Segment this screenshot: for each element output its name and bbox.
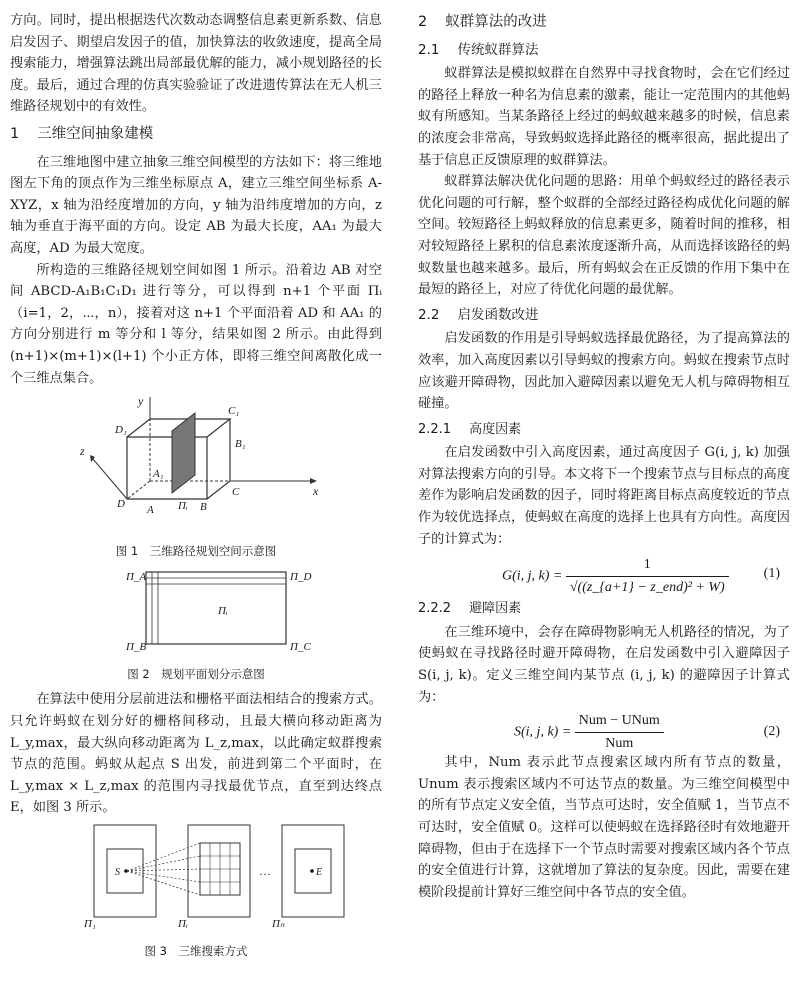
section-1-paragraph-1: 在三维地图中建立抽象三维空间模型的方法如下：将三维地图左下角的顶点作为三维坐标原点 A，建立三维空间坐标系 A-XYZ，x 轴为沿经度增加的方向，y 轴为沿纬度增加的方向，z 轴为垂直于海平面的方向。设定 AB 为最大长度，AA₁ 为最大高度，AD 为最大宽度。	[10, 154, 382, 256]
section-number: 2.2.1	[418, 421, 452, 437]
figure-1-caption: 图 1 三维路径规划空间示意图	[115, 543, 277, 558]
label-pi-i: Πᵢ	[178, 500, 188, 513]
label-pi-i: Πᵢ	[218, 605, 228, 618]
equation-1-number: (1)	[763, 566, 780, 582]
label-pi-1: Π₁	[84, 918, 96, 931]
figure-3-diagram	[10, 819, 382, 931]
section-2-2-heading	[418, 305, 790, 327]
figure-2-diagram	[10, 566, 382, 654]
section-number: 2.2	[418, 306, 440, 323]
section-number: 2.1	[418, 41, 440, 58]
figure-3	[10, 819, 382, 962]
section-2-2-1-heading	[418, 419, 790, 441]
equation-2-number: (2)	[763, 724, 780, 740]
cube-edge	[127, 481, 150, 499]
label-s: S	[115, 867, 120, 879]
section-number: 2	[418, 14, 428, 30]
end-point	[310, 869, 314, 873]
section-2-1-heading	[418, 40, 790, 62]
equation-2-denominator: Num	[605, 735, 634, 751]
intro-paragraph: 方向。同时，提出根据迭代次数动态调整信息素更新系数、信息启发因子、期望启发因子的值，加快算法的收敛速度，提高全局搜索能力，增强算法跳出局部最优解的能力，减小规划路径的长度。最后，通过合理的仿真实验验证了改进遗传算法在无人机三维路径规划中的有效性。	[10, 13, 382, 115]
figure-2-caption: 图 2 规划平面划分示意图	[127, 666, 265, 681]
label-pi-c: Π_C	[290, 641, 311, 654]
search-ray	[127, 843, 200, 871]
equation-1-lhs: G(i, j, k) =	[502, 568, 563, 584]
section-title: 三维空间抽象建模	[37, 125, 154, 142]
label-d: D	[117, 498, 125, 511]
search-ray	[127, 869, 200, 871]
section-2-2-2-paragraph-1: 在三维环境中，会存在障碍物影响无人机路径的情况，为了使蚂蚁在寻找路径时避开障碍物，在启发函数中引入避障因子 S(i, j, k)。定义三维空间内某节点 (i, j, k) 的避障因子计算式为：	[418, 624, 790, 705]
label-pi-n: Πₙ	[272, 918, 285, 931]
equation-2-lhs: S(i, j, k) =	[514, 724, 572, 740]
equation-1-denominator: √((z_{a+1} − z_end)² + W)	[569, 579, 725, 595]
equation-1	[418, 550, 790, 594]
section-title: 传统蚁群算法	[457, 41, 539, 58]
section-2-2-2-heading	[418, 598, 790, 620]
section-title: 高度因素	[469, 421, 522, 437]
figure-3-caption: 图 3 三维搜索方式	[144, 943, 248, 958]
label-a1: A₁	[153, 468, 164, 481]
label-c1: C₁	[228, 405, 240, 418]
label-pi-b: Π_B	[126, 641, 147, 654]
section-1-paragraph-2: 所构造的三维路径规划空间如图 1 所示。沿着边 AB 对空间 ABCD-A₁B₁C₁D₁ 进行等分，可以得到 n+1 个平面 Πᵢ（i=1，2，⋯，n），接着对这 n+1 个平面沿着 AD 和 AA₁ 的方向分别进行 m 等分和 l 等分，结果如图 2 所示。由此得到 (n+1)×(m+1)×(l+1) 个小正方体，即将三维空间离散化成一个三维点集合。	[10, 262, 382, 386]
label-z-axis: z	[80, 444, 85, 459]
figure-1	[10, 389, 382, 562]
label-pi-i: Πᵢ	[178, 918, 188, 931]
section-title: 蚁群算法的改进	[445, 14, 547, 30]
section-2-heading	[418, 12, 790, 34]
label-pi-a: Π_A	[126, 571, 147, 584]
plane-rect	[146, 572, 286, 644]
equation-2-numerator: Num − UNum	[575, 710, 664, 733]
section-title: 避障因素	[469, 601, 522, 617]
ellipsis: …	[259, 864, 271, 879]
label-pi-d: Π_D	[290, 571, 312, 584]
section-2-1-paragraph-2: 蚁群算法解决优化问题的思路：用单个蚂蚁经过的路径表示优化问题的可行解，整个蚁群的全部经过路径构成优化问题的解空间。较短路径上蚂蚁释放的信息素更多，随着时间的推移，相对较短路径上累积的信息素浓度逐渐升高，从而选择该路径的蚂蚁数量也越来越多。最后，所有蚂蚁会在正反馈的作用下集中在最短的路径上，对应了待优化问题的最优解。	[418, 174, 790, 298]
search-ray	[127, 856, 200, 871]
equation-1-numerator: 1	[566, 554, 729, 577]
section-number: 1	[10, 125, 20, 142]
z-axis	[93, 459, 127, 499]
section-2-1-paragraph-1: 蚁群算法是模拟蚁群在自然界中寻找食物时，会在它们经过的路径上释放一种名为信息素的激素，能让一定范围内的其他蚂蚁有所感知。当某条路径上经过的蚂蚁越来越多的时候，信息素的浓度会非常高，导致蚂蚁选择此路径的概率很高，据此提出了基于信息正反馈原理的蚁群算法。	[418, 66, 790, 168]
section-2-2-1-paragraph-1: 在启发函数中引入高度因素，通过高度因子 G(i, j, k) 加强对算法搜索方向的引导。本文将下一个搜索节点与目标点的高度差作为影响启发函数的因子，同时将距离目标点高度较近的节点作为较优选择点，使蚂蚁在高度的选择上也具有方向性。高度因子的计算式为：	[418, 445, 790, 547]
left-column	[10, 10, 382, 966]
label-y-axis: y	[138, 394, 144, 409]
label-b1: B₁	[235, 438, 246, 451]
label-d1: D₁	[115, 424, 127, 437]
figure-1-diagram	[10, 389, 382, 531]
right-column	[418, 10, 790, 903]
equation-2-fraction	[575, 710, 664, 754]
equation-1-fraction	[566, 554, 729, 598]
section-1-paragraph-3: 在算法中使用分层前进法和栅格平面法相结合的搜索方式。只允许蚂蚁在划分好的栅格间移动，且最大横向移动距离为 L_y,max，最大纵向移动距离为 L_z,max，以此确定蚁群搜索节点的范围。蚂蚁从起点 S 出发，前进到第二个平面时，在 L_y,max × L_z,max 的范围内寻找最优节点，直至到达终点 E，如图 3 所示。	[10, 692, 382, 816]
label-a: A	[147, 504, 154, 517]
label-e: E	[316, 867, 323, 879]
cube-right-face	[207, 419, 230, 499]
section-number: 2.2.2	[418, 601, 452, 617]
section-1-heading	[10, 124, 382, 146]
label-c: C	[232, 486, 240, 499]
label-x-axis: x	[313, 484, 319, 499]
section-title: 启发函数改进	[457, 306, 539, 323]
label-b: B	[200, 501, 207, 514]
equation-2	[418, 708, 790, 752]
search-ray	[127, 871, 200, 895]
section-2-2-2-paragraph-2: 其中，Num 表示此节点搜索区域内所有节点的数量，Unum 表示搜索区域内不可达节点的数量。为三维空间模型中的所有节点定义安全值，当节点可达时，安全值赋 1，当节点不可达时，安全值赋 0。这样可以使蚂蚁在选择路径时有效地避开障碍物，但由于在选择下一个节点时需要对搜索区域内各个节点的安全值进行计算，这就增加了算法的复杂度。因此，需要在建模阶段提前计算好三维空间中各节点的安全值。	[418, 755, 790, 900]
equation-1-body	[502, 554, 729, 598]
plane-i-outer	[188, 825, 250, 917]
search-ray	[127, 871, 200, 882]
section-2-2-paragraph-1: 启发函数的作用是引导蚂蚁选择最优路径，为了提高算法的效率，加入高度因素以引导蚂蚁的搜索方向。蚂蚁在搜索节点时应该避开障碍物，因此加入避障因素以避免无人机与障碍物相互碰撞。	[418, 331, 790, 412]
figure-2	[10, 566, 382, 685]
equation-2-body	[514, 710, 664, 754]
